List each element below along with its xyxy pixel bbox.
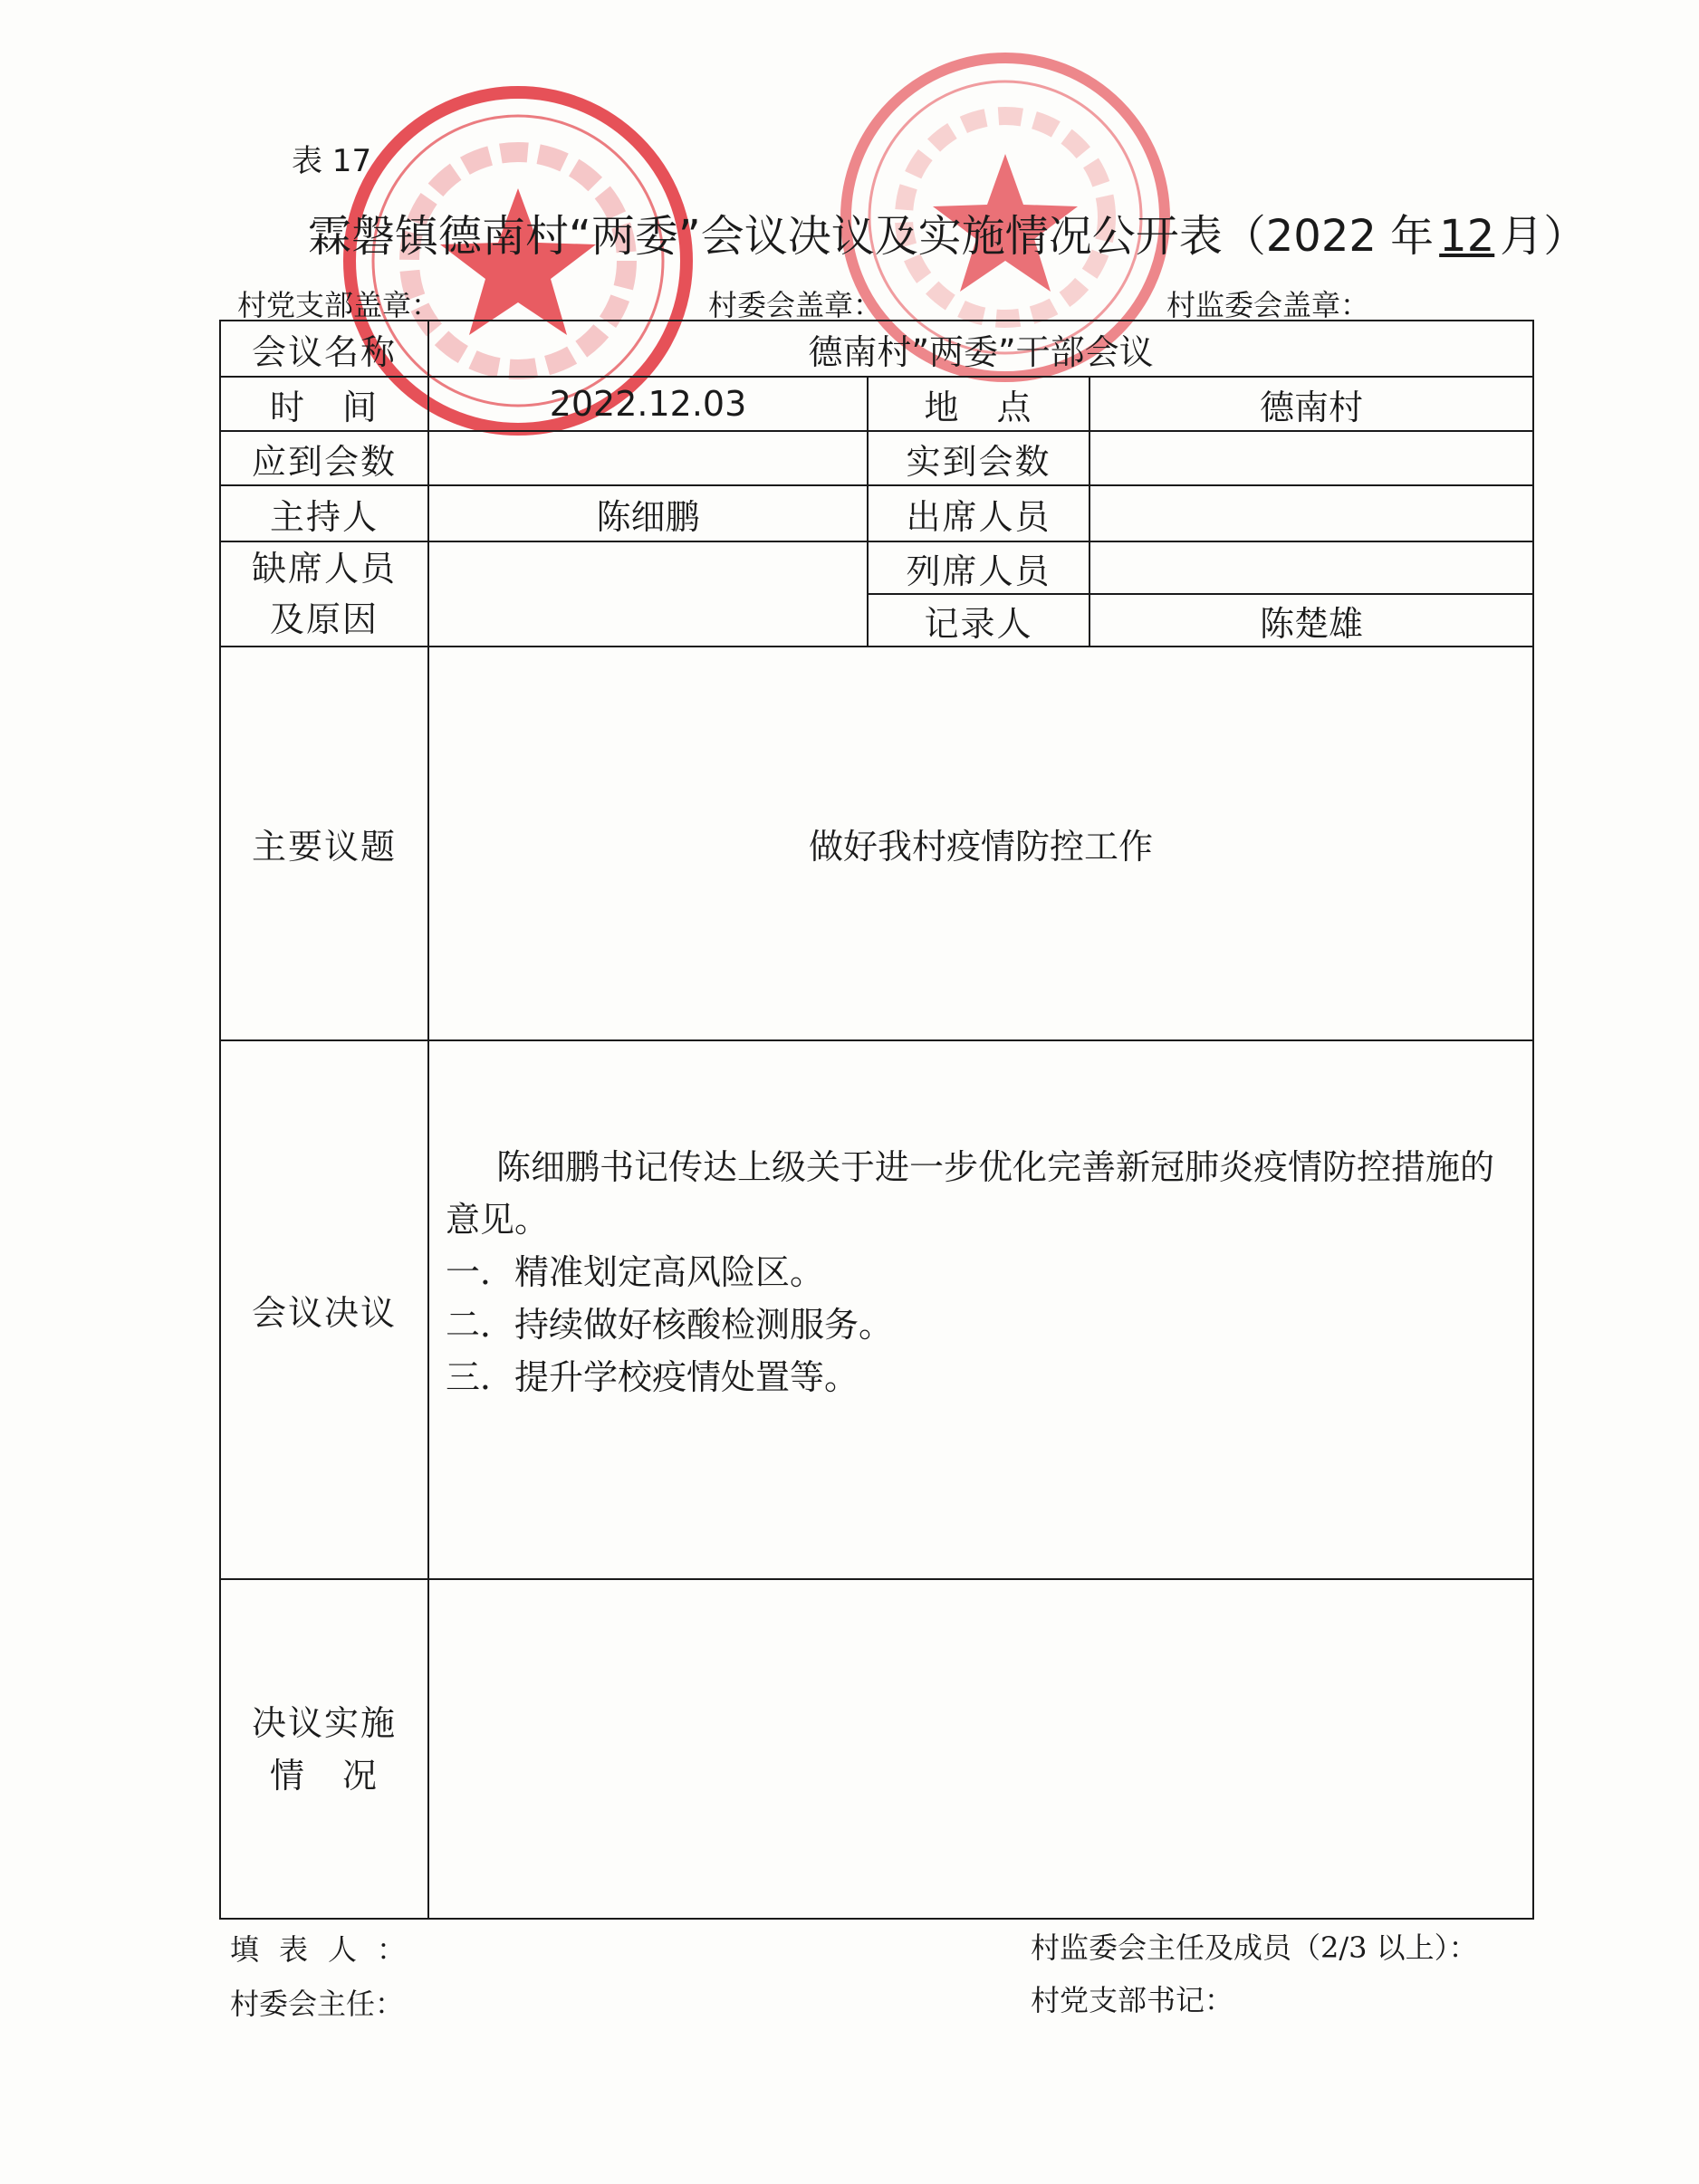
supervision-seal-label: 村监委会盖章：	[1166, 288, 1370, 322]
implementation-label-line2: 情 况	[269, 1755, 379, 1796]
place-label: 地 点	[868, 377, 1089, 431]
absent-label-line1: 缺席人员	[251, 549, 397, 589]
recorder-value: 陈楚雄	[1089, 594, 1533, 647]
meeting-name-value: 德南村”两委”干部会议	[428, 321, 1533, 377]
decision-item: 一．精准划定高风险区。	[446, 1252, 825, 1292]
table-row	[220, 431, 1533, 485]
decision-item: 二．持续做好核酸检测服务。	[446, 1305, 894, 1345]
time-value: 2022.12.03	[428, 377, 868, 431]
meeting-form-table	[219, 320, 1534, 1920]
page-title	[308, 201, 1588, 263]
filler-label: 填表人：	[230, 1932, 427, 1967]
party-branch-seal-label: 村党支部盖章：	[237, 288, 441, 322]
form-number: 表 17	[292, 143, 372, 179]
implementation-label-line1: 决议实施	[251, 1702, 397, 1743]
absent-value	[428, 541, 868, 647]
implementation-label	[220, 1579, 428, 1919]
expected-count-label: 应到会数	[220, 431, 428, 485]
decision-item: 三．提升学校疫情处置等。	[446, 1357, 859, 1397]
title-suffix: 月）	[1500, 211, 1588, 262]
table-row	[220, 485, 1533, 541]
table-row	[220, 321, 1533, 377]
time-label: 时 间	[220, 377, 428, 431]
observers-value	[1089, 541, 1533, 594]
party-secretary-label: 村党支部书记：	[1031, 1983, 1234, 2017]
table-row	[220, 1579, 1533, 1919]
recorder-label: 记录人	[868, 594, 1089, 647]
implementation-value	[428, 1579, 1533, 1919]
village-committee-seal-label: 村委会盖章：	[708, 288, 883, 322]
table-row	[220, 541, 1533, 594]
topic-value: 做好我村疫情防控工作	[428, 647, 1533, 1040]
decision-label: 会议决议	[220, 1040, 428, 1579]
supervision-members-label: 村监委会主任及成员（2/3 以上）：	[1031, 1930, 1478, 1965]
actual-count-value	[1089, 431, 1533, 485]
title-month: 12	[1439, 211, 1495, 262]
committee-director-label: 村委会主任：	[230, 1987, 405, 2021]
attendees-label: 出席人员	[868, 485, 1089, 541]
table-row	[220, 1040, 1533, 1579]
attendees-value	[1089, 485, 1533, 541]
topic-label: 主要议题	[220, 647, 428, 1040]
table-row	[220, 647, 1533, 1040]
decision-content	[428, 1040, 1533, 1579]
decision-intro: 陈细鹏书记传达上级关于进一步优化完善新冠肺炎疫情防控措施的意见。	[446, 1147, 1495, 1240]
observers-label: 列席人员	[868, 541, 1089, 594]
expected-count-value	[428, 431, 868, 485]
actual-count-label: 实到会数	[868, 431, 1089, 485]
table-row	[220, 377, 1533, 431]
host-label: 主持人	[220, 485, 428, 541]
absent-label-line2: 及原因	[269, 599, 379, 639]
meeting-name-label: 会议名称	[220, 321, 428, 377]
place-value: 德南村	[1089, 377, 1533, 431]
host-value: 陈细鹏	[428, 485, 868, 541]
absent-label	[220, 541, 428, 647]
title-prefix: 霖磐镇德南村“两委”会议决议及实施情况公开表（2022 年	[308, 211, 1435, 262]
